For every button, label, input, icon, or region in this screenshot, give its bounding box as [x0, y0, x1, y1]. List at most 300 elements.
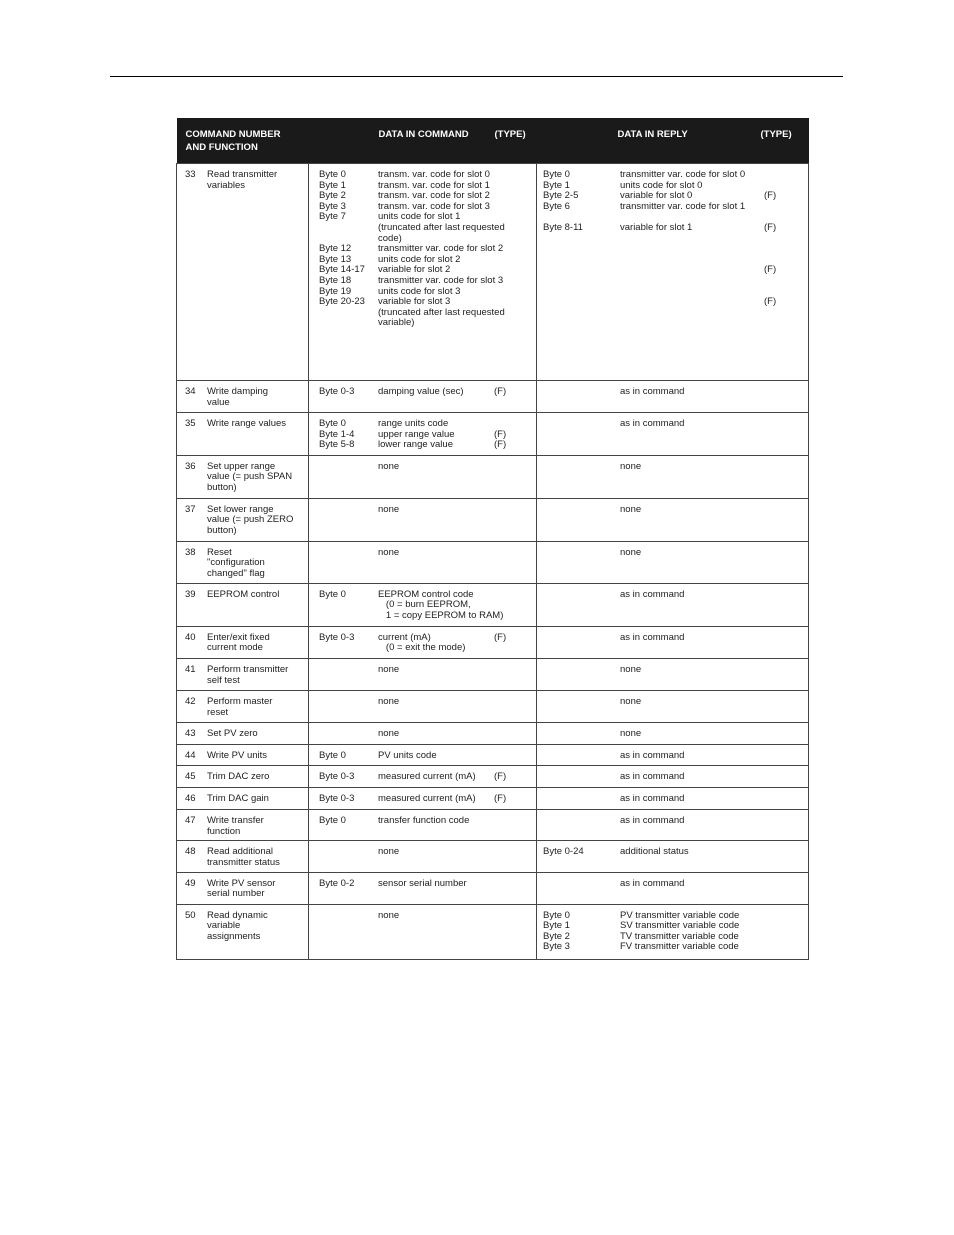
- byte-label: Byte 6: [543, 200, 570, 212]
- function-text: [207, 751, 307, 762]
- function-block: [177, 456, 308, 497]
- command-data-cell: [309, 904, 537, 959]
- command-number: 47: [185, 815, 196, 827]
- command-data-cell: [309, 626, 537, 658]
- byte-description: [620, 297, 764, 308]
- function-text: [207, 729, 307, 740]
- command-data-line: [319, 318, 536, 329]
- byte-description: none: [378, 460, 400, 472]
- function-line: changed" flag: [207, 567, 265, 579]
- function-text: [207, 911, 307, 943]
- reply-data-cell: [537, 498, 809, 541]
- byte-description: none: [378, 695, 400, 707]
- byte-description: units code for slot 3: [378, 285, 461, 297]
- reply-data-line: [543, 847, 808, 858]
- function-block: [177, 659, 308, 689]
- function-block: [177, 810, 308, 840]
- byte-description: sensor serial number: [378, 877, 467, 889]
- function-line: self test: [207, 674, 240, 686]
- table-row: [177, 541, 809, 583]
- function-line: Write transfer: [207, 815, 264, 827]
- command-data-line: [319, 697, 536, 708]
- byte-description: none: [620, 503, 642, 515]
- reply-data-block: [537, 381, 808, 402]
- reply-data-cell: [537, 810, 809, 841]
- byte-description: current (mA): [378, 631, 431, 643]
- command-data-block: [309, 659, 536, 680]
- table-row: [177, 583, 809, 626]
- reply-data-cell: [537, 381, 809, 413]
- byte-label: [319, 505, 378, 516]
- function-line: Set PV zero: [207, 727, 258, 739]
- byte-description: code): [378, 232, 402, 244]
- byte-description: none: [620, 460, 642, 472]
- table-row: [177, 381, 809, 413]
- byte-label: [319, 847, 378, 858]
- function-cell: [177, 744, 309, 766]
- function-line: function: [207, 825, 241, 837]
- byte-description: variable for slot 3: [378, 296, 451, 308]
- function-cell: [177, 841, 309, 872]
- byte-description: [620, 255, 764, 266]
- command-data-cell: [309, 690, 537, 722]
- command-data-block: [309, 627, 536, 658]
- function-cell: [177, 788, 309, 810]
- reply-data-cell: [537, 690, 809, 722]
- header-type-label-1: (TYPE): [494, 129, 526, 140]
- command-number: 33: [185, 169, 196, 180]
- type-marker: (F): [764, 296, 777, 308]
- byte-label: [543, 590, 620, 601]
- function-block: [177, 542, 308, 583]
- byte-description: [620, 265, 764, 276]
- function-text: [207, 772, 307, 783]
- command-data-cell: [309, 788, 537, 810]
- command-data-line: [319, 505, 536, 516]
- byte-description: as in command: [620, 877, 685, 889]
- command-data-block: [309, 766, 536, 787]
- reply-data-line: [543, 794, 808, 805]
- byte-label: Byte 1: [543, 920, 570, 932]
- reply-data-cell: [537, 788, 809, 810]
- function-line: variable: [207, 920, 241, 932]
- byte-label: Byte 2: [543, 930, 570, 942]
- type-marker: (F): [494, 631, 507, 643]
- function-line: variables: [207, 179, 246, 191]
- byte-description: variable for slot 0: [620, 190, 693, 202]
- command-data-line: [319, 308, 536, 319]
- byte-description: as in command: [620, 418, 685, 429]
- byte-label: Byte 18: [319, 274, 352, 286]
- command-data-cell: [309, 722, 537, 744]
- reply-data-line: [543, 697, 808, 708]
- function-line: Write range values: [207, 418, 287, 429]
- command-number: 35: [185, 418, 196, 429]
- function-text: [207, 879, 307, 900]
- command-data-block: [309, 723, 536, 744]
- byte-label: Byte 0: [319, 418, 346, 429]
- byte-description: as in command: [620, 386, 685, 397]
- function-line: value: [207, 396, 230, 408]
- function-cell: [177, 626, 309, 658]
- reply-data-line: [543, 751, 808, 762]
- command-data-cell: [309, 744, 537, 766]
- table-row: [177, 744, 809, 766]
- function-line: Write PV sensor: [207, 877, 276, 889]
- command-data-cell: [309, 766, 537, 788]
- function-cell: [177, 904, 309, 959]
- reply-data-cell: [537, 164, 809, 381]
- function-cell: [177, 413, 309, 456]
- byte-label: [319, 697, 378, 708]
- function-block: [177, 745, 308, 765]
- byte-label: Byte 0: [319, 169, 346, 180]
- function-line: Perform master: [207, 695, 273, 707]
- table-row: [177, 788, 809, 810]
- command-data-line: [319, 879, 536, 890]
- function-cell: [177, 810, 309, 841]
- command-data-block: [309, 164, 536, 333]
- command-number: 45: [185, 771, 196, 783]
- reply-data-line: [543, 419, 808, 430]
- command-data-line: [319, 419, 536, 430]
- byte-description: (truncated after last requested: [378, 221, 505, 233]
- byte-description: FV transmitter variable code: [620, 941, 739, 953]
- command-data-block: [309, 905, 536, 926]
- function-line: reset: [207, 706, 229, 718]
- command-data-line: [319, 665, 536, 676]
- byte-label: Byte 0: [319, 749, 346, 761]
- function-line: Set upper range: [207, 460, 276, 472]
- function-line: Read additional: [207, 846, 274, 858]
- byte-description: [620, 244, 764, 255]
- table-header-row: [177, 118, 809, 164]
- table-row: [177, 413, 809, 456]
- header-type-label-2: (TYPE): [760, 129, 792, 140]
- header-data-in-reply-label: DATA IN REPLY: [617, 129, 688, 140]
- reply-data-cell: [537, 766, 809, 788]
- command-number: 43: [185, 727, 196, 739]
- reply-data-block: [537, 413, 808, 434]
- byte-label: [319, 611, 378, 622]
- function-line: assignments: [207, 930, 261, 942]
- byte-description: transmitter var. code for slot 2: [378, 243, 504, 255]
- table-row: [177, 766, 809, 788]
- reply-data-block: [537, 873, 808, 894]
- byte-description: transm. var. code for slot 2: [378, 190, 490, 202]
- function-block: [177, 905, 308, 946]
- function-cell: [177, 583, 309, 626]
- byte-label: Byte 1: [319, 179, 346, 191]
- reply-data-line: [543, 265, 808, 276]
- byte-label: Byte 1-4: [319, 428, 355, 440]
- byte-label: Byte 0: [543, 169, 570, 180]
- type-marker: (F): [764, 221, 777, 233]
- command-data-cell: [309, 658, 537, 690]
- command-data-block: [309, 691, 536, 712]
- command-data-line: [319, 276, 536, 287]
- function-line: Write PV units: [207, 749, 268, 761]
- command-data-line: [319, 643, 536, 654]
- reply-data-line: [543, 879, 808, 890]
- byte-description: PV units code: [378, 749, 437, 761]
- byte-label: [543, 697, 620, 708]
- command-number: 50: [185, 909, 196, 921]
- table-row: [177, 455, 809, 498]
- command-data-line: [319, 847, 536, 858]
- reply-data-block: [537, 723, 808, 744]
- byte-label: [319, 308, 378, 319]
- command-data-line: [319, 729, 536, 740]
- table-row: [177, 904, 809, 959]
- command-data-cell: [309, 872, 537, 904]
- byte-label: [543, 419, 620, 430]
- byte-label: Byte 14-17: [319, 264, 365, 276]
- table-row: [177, 722, 809, 744]
- command-data-block: [309, 413, 536, 455]
- function-text: [207, 419, 307, 430]
- command-data-block: [309, 873, 536, 894]
- byte-label: [543, 387, 620, 398]
- reply-data-line: [543, 942, 808, 953]
- reply-data-block: [537, 841, 808, 862]
- byte-description: 1 = copy EEPROM to RAM): [378, 609, 504, 621]
- byte-description: transmitter var. code for slot 0: [620, 169, 746, 180]
- byte-label: Byte 20-23: [319, 296, 365, 308]
- table-row: [177, 164, 809, 381]
- byte-label: [543, 234, 620, 245]
- byte-label: Byte 0-3: [319, 793, 355, 805]
- function-line: button): [207, 524, 237, 536]
- command-data-line: [319, 911, 536, 922]
- byte-description: transm. var. code for slot 3: [378, 200, 490, 212]
- function-line: serial number: [207, 888, 265, 900]
- byte-label: Byte 0: [319, 588, 346, 600]
- function-text: [207, 505, 307, 537]
- function-cell: [177, 455, 309, 498]
- reply-data-line: [543, 633, 808, 644]
- function-block: [177, 723, 308, 743]
- command-number: 39: [185, 588, 196, 600]
- reply-data-line: [543, 590, 808, 601]
- byte-description: TV transmitter variable code: [620, 930, 739, 942]
- byte-description: [620, 287, 764, 298]
- reply-data-cell: [537, 413, 809, 456]
- byte-description: additional status: [620, 846, 689, 858]
- command-data-line: [319, 548, 536, 559]
- byte-description: as in command: [620, 631, 685, 643]
- byte-label: Byte 0: [319, 815, 346, 827]
- byte-description: none: [378, 909, 400, 921]
- byte-description: as in command: [620, 793, 685, 805]
- byte-description: transfer function code: [378, 815, 470, 827]
- function-block: [177, 381, 308, 411]
- byte-label: [319, 643, 378, 654]
- byte-description: (0 = burn EEPROM,: [378, 599, 471, 611]
- command-data-block: [309, 788, 536, 809]
- byte-label: [543, 772, 620, 783]
- byte-description: [620, 276, 764, 287]
- function-line: Read dynamic: [207, 909, 268, 921]
- reply-data-block: [537, 905, 808, 957]
- byte-label: [543, 297, 620, 308]
- function-line: EEPROM control: [207, 588, 280, 600]
- function-line: Read transmitter: [207, 169, 278, 180]
- byte-label: Byte 3: [543, 941, 570, 953]
- byte-description: none: [620, 695, 642, 707]
- function-cell: [177, 381, 309, 413]
- function-cell: [177, 766, 309, 788]
- reply-data-line: [543, 297, 808, 308]
- command-data-block: [309, 584, 536, 626]
- reply-data-block: [537, 584, 808, 605]
- byte-label: [319, 600, 378, 611]
- byte-label: [543, 287, 620, 298]
- reply-data-line: [543, 548, 808, 559]
- reply-data-line: [543, 223, 808, 234]
- byte-label: [543, 265, 620, 276]
- function-cell: [177, 541, 309, 583]
- function-text: [207, 665, 307, 686]
- byte-label: Byte 0-3: [319, 631, 355, 643]
- reply-data-cell: [537, 744, 809, 766]
- function-line: transmitter status: [207, 856, 280, 868]
- command-data-line: [319, 387, 536, 398]
- byte-label: Byte 5-8: [319, 439, 355, 451]
- type-marker: (F): [494, 386, 507, 397]
- reply-data-line: [543, 244, 808, 255]
- reply-data-block: [537, 788, 808, 809]
- reply-data-block: [537, 164, 808, 312]
- byte-description: damping value (sec): [378, 386, 464, 397]
- byte-description: none: [378, 546, 400, 558]
- reply-data-line: [543, 387, 808, 398]
- byte-description: as in command: [620, 588, 685, 600]
- function-line: Reset: [207, 546, 232, 558]
- byte-label: [543, 816, 620, 827]
- byte-label: [319, 665, 378, 676]
- table-row: [177, 810, 809, 841]
- command-data-line: [319, 462, 536, 473]
- function-line: current mode: [207, 642, 263, 654]
- byte-description: (0 = exit the mode): [378, 642, 466, 654]
- reply-data-cell: [537, 841, 809, 872]
- byte-description: none: [620, 727, 642, 739]
- reply-data-block: [537, 499, 808, 520]
- function-cell: [177, 722, 309, 744]
- byte-description: none: [378, 727, 400, 739]
- table-row: [177, 498, 809, 541]
- byte-label: Byte 0-24: [543, 846, 584, 858]
- function-block: [177, 873, 308, 903]
- type-marker: (F): [494, 771, 507, 783]
- byte-description: as in command: [620, 815, 685, 827]
- function-block: [177, 499, 308, 540]
- byte-description: none: [378, 503, 400, 515]
- function-cell: [177, 872, 309, 904]
- byte-description: range units code: [378, 418, 449, 429]
- table-row: [177, 841, 809, 872]
- byte-label: [543, 548, 620, 559]
- command-data-cell: [309, 381, 537, 413]
- type-marker: (F): [494, 439, 507, 451]
- function-text: [207, 170, 307, 191]
- function-block: [177, 691, 308, 721]
- reply-data-cell: [537, 583, 809, 626]
- byte-label: [543, 244, 620, 255]
- byte-description: transmitter var. code for slot 3: [378, 274, 504, 286]
- byte-label: [543, 255, 620, 266]
- command-number: 40: [185, 631, 196, 643]
- function-text: [207, 548, 307, 580]
- command-data-cell: [309, 583, 537, 626]
- reply-data-block: [537, 456, 808, 477]
- command-data-line: [319, 772, 536, 783]
- command-number: 41: [185, 663, 196, 675]
- table-row: [177, 626, 809, 658]
- byte-label: [543, 276, 620, 287]
- byte-description: transmitter var. code for slot 1: [620, 200, 746, 212]
- header-command-label: COMMAND NUMBER: [185, 129, 281, 140]
- command-data-cell: [309, 455, 537, 498]
- byte-label: Byte 0-3: [319, 386, 355, 397]
- type-marker: (F): [764, 264, 777, 276]
- reply-data-block: [537, 810, 808, 831]
- header-data-in-command-cell: [309, 118, 537, 164]
- command-data-line: [319, 440, 536, 451]
- reply-data-cell: [537, 872, 809, 904]
- function-block: [177, 766, 308, 786]
- command-data-line: [319, 611, 536, 622]
- reply-data-line: [543, 729, 808, 740]
- byte-label: Byte 7: [319, 211, 346, 223]
- command-data-cell: [309, 541, 537, 583]
- byte-label: Byte 13: [319, 253, 352, 265]
- byte-description: EEPROM control code: [378, 588, 474, 600]
- command-number: 46: [185, 793, 196, 805]
- byte-description: as in command: [620, 749, 685, 761]
- byte-label: Byte 3: [319, 200, 346, 212]
- function-cell: [177, 690, 309, 722]
- reply-data-line: [543, 276, 808, 287]
- function-text: [207, 633, 307, 654]
- function-text: [207, 590, 307, 601]
- byte-description: none: [620, 546, 642, 558]
- byte-description: lower range value: [378, 439, 453, 451]
- function-block: [177, 584, 308, 604]
- byte-label: Byte 8-11: [543, 221, 583, 233]
- command-data-line: [319, 170, 536, 181]
- header-command-label-line2: AND FUNCTION: [185, 142, 258, 153]
- byte-description: transm. var. code for slot 0: [378, 169, 490, 180]
- header-rule: [110, 76, 843, 77]
- byte-label: [543, 729, 620, 740]
- command-data-line: [319, 223, 536, 234]
- header-command-cell: [177, 118, 309, 164]
- command-data-line: [319, 794, 536, 805]
- byte-description: measured current (mA): [378, 793, 476, 805]
- reply-data-cell: [537, 658, 809, 690]
- function-line: Perform transmitter: [207, 663, 289, 675]
- table-row: [177, 658, 809, 690]
- byte-description: variable): [378, 317, 415, 329]
- command-number: 36: [185, 460, 196, 472]
- byte-label: Byte 2-5: [543, 190, 579, 202]
- reply-data-line: [543, 202, 808, 213]
- reply-data-cell: [537, 541, 809, 583]
- function-line: Write damping: [207, 386, 269, 397]
- reply-data-line: [543, 665, 808, 676]
